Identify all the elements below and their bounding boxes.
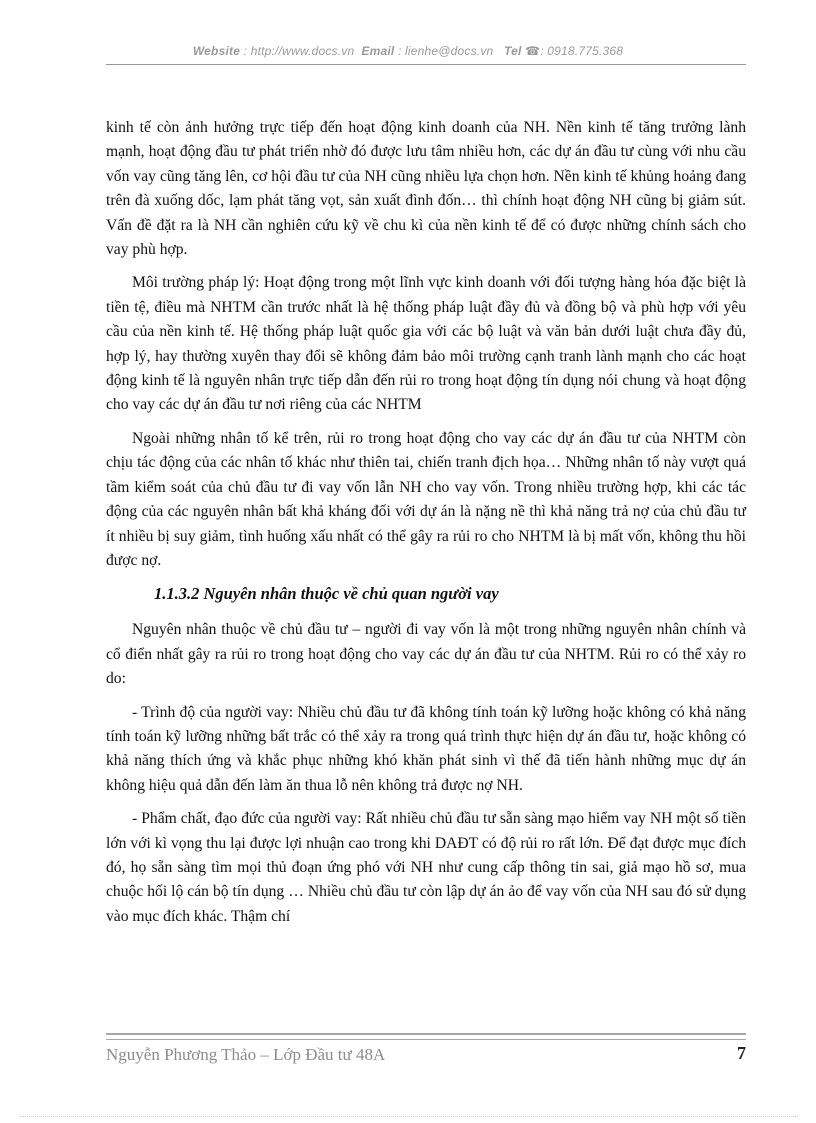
tel-value: : 0918.775.368	[540, 44, 624, 58]
page-bottom-border	[20, 1116, 796, 1117]
email-label: Email	[361, 44, 395, 58]
paragraph-legal-environment: Môi trường pháp lý: Hoạt động trong một lĩnh vực kinh doanh với đối tượng hàng hóa đặc biệt là tiền tệ, điều mà NHTM cần trước nhất là hệ thống pháp luật đầy đủ và đồng bộ và phù hợp với yêu cầu của nền kinh tế. Hệ thống pháp luật quốc gia với các bộ luật và văn bản dưới luật chưa đầy đủ, hợp lý, hay thường xuyên thay đổi sẽ không đảm bảo môi trường cạnh tranh lành mạnh cho các hoạt động kinh tế là nguyên nhân trực tiếp dẫn đến rủi ro trong hoạt động tín dụng nói chung và hoạt động cho vay các dự án đầu tư nơi riêng của các NHTM	[106, 274, 746, 414]
page-header	[0, 44, 816, 58]
paragraph-borrower-causes: Nguyên nhân thuộc về chủ đầu tư – người đi vay vốn là một trong những nguyên nhân chính và cổ điển nhất gây ra rủi ro trong hoạt động cho vay các dự án đầu tư của NHTM. Rủi ro có thể xảy ro do:	[106, 621, 746, 688]
page-number: 7	[737, 1043, 746, 1063]
website-value: : http://www.docs.vn	[243, 44, 355, 58]
footer-author: Nguyễn Phương Thảo – Lớp Đầu tư 48A	[106, 1045, 386, 1064]
footer-divider	[106, 1033, 746, 1040]
section-heading: 1.1.3.2 Nguyên nhân thuộc về chủ quan người vay	[154, 584, 499, 604]
tel-label: Tel	[504, 44, 522, 58]
email-value: : lienhe@docs.vn	[397, 44, 494, 58]
paragraph-borrower-ethics: - Phẩm chất, đạo đức của người vay: Rất nhiều chủ đầu tư sẵn sàng mạo hiểm vay NH một số tiền lớn với kì vọng thu lại được lợi nhuận cao trong khi DAĐT có độ rủi ro rất lớn. Để đạt được mục đích đó, họ sẵn sàng tìm mọi thủ đoạn ứng phó với NH như cung cấp thông tin sai, giả mạo hồ sơ, mua chuộc hối lộ cán bộ tín dụng … Nhiều chủ đầu tư còn lập dự án ảo để vay vốn của NH sau đó sử dụng vào mục đích khác. Thậm chí	[106, 810, 746, 925]
paragraph-economy: kinh tế còn ảnh hưởng trực tiếp đến hoạt động kinh doanh của NH. Nền kinh tế tăng trưởng lành mạnh, hoạt động đầu tư phát triển nhờ đó được lưu tâm nhiều hơn, các dự án đầu tư cùng với nhu cầu vốn vay cũng tăng lên, cơ hội đầu tư của NH cũng nhiều lựa chọn hơn. Nền kinh tế khủng hoảng đang trên đà xuống dốc, lạm phát tăng vọt, sản xuất đình đốn… thì chính hoạt động NH cũng bị giảm sút. Vấn đề đặt ra là NH cần nghiên cứu kỹ về chu kì của nền kinh tế để có được những chính sách cho vay phù hợp.	[106, 119, 746, 259]
document-body	[106, 116, 746, 938]
paragraph-borrower-skill: - Trình độ của người vay: Nhiều chủ đầu tư đã không tính toán kỹ lưỡng hoặc không có khả năng tính toán kỹ lưỡng những bất trắc có thể xảy ra trong quá trình thực hiện dự án đầu tư, hoặc không có khả năng thích ứng và khắc phục những khó khăn phát sinh vì thế đã tiến hành những mục dự án không hiệu quả dẫn đến làm ăn thua lỗ nên không trả được nợ NH.	[106, 703, 746, 794]
phone-icon: ☎	[525, 44, 541, 58]
paragraph-other-factors: Ngoài những nhân tố kể trên, rủi ro trong hoạt động cho vay các dự án đầu tư của NHTM còn chịu tác động của các nhân tố khác như thiên tai, chiến tranh địch họa… Những nhân tố này vượt quá tầm kiểm soát của chủ đầu tư đi vay vốn lẫn NH cho vay vốn. Trong nhiều trường hợp, khi các tác động của các nguyên nhân bất khả kháng đối với dự án là nặng nề thì khả năng trả nợ của chủ đầu tư ít nhiều bị suy giảm, tình huống xấu nhất có thể gây ra rủi ro cho NHTM là bị mất vốn, không thu hồi được nợ.	[106, 429, 746, 569]
website-label: Website	[192, 44, 241, 58]
header-divider	[106, 64, 746, 65]
